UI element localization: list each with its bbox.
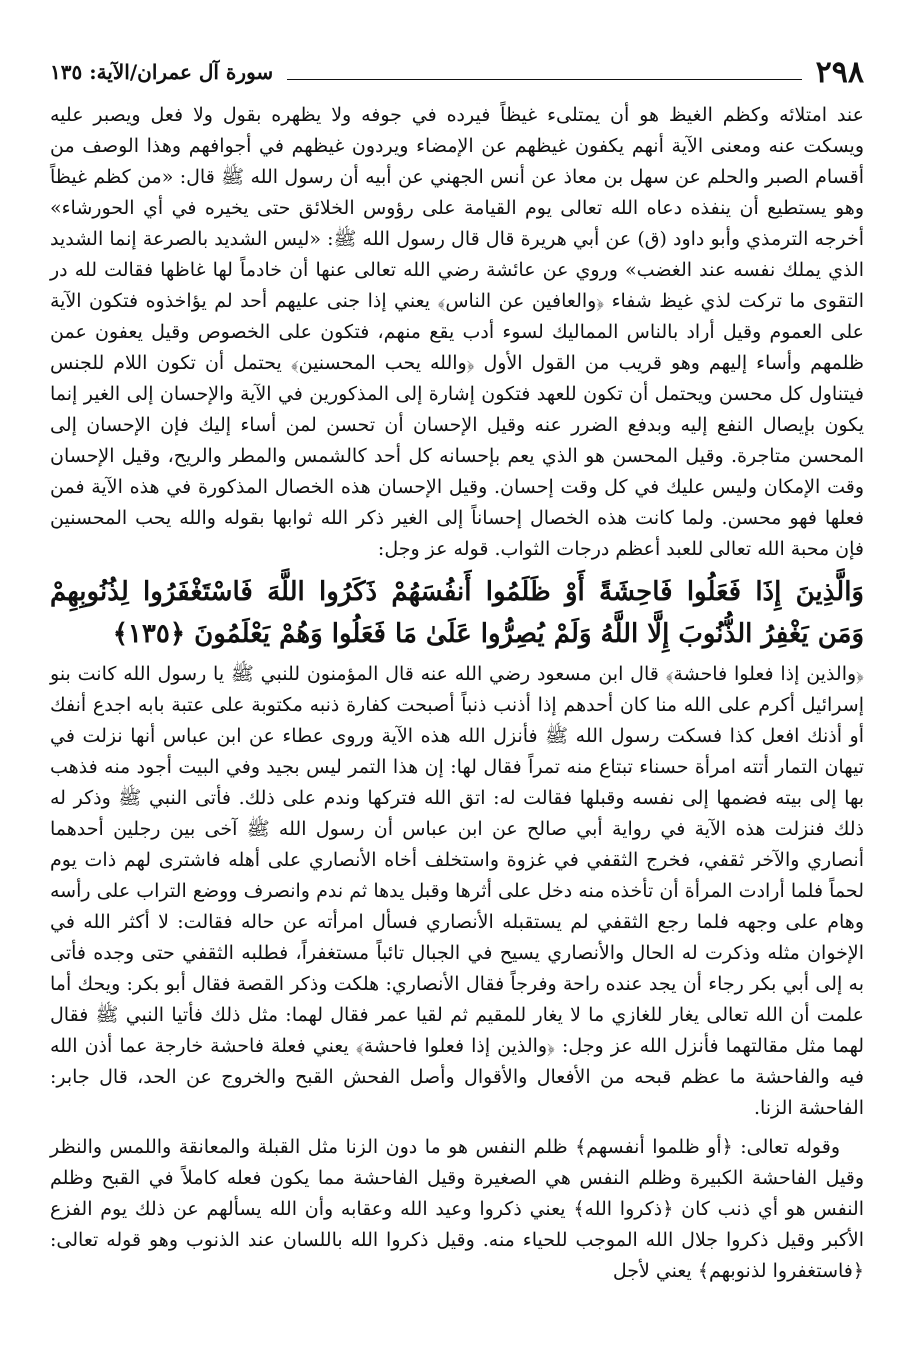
running-title: سورة آل عمران/الآية: ١٣٥ [50, 60, 274, 84]
page-header [50, 52, 864, 92]
header-divider [287, 79, 802, 80]
page-body [50, 100, 864, 1287]
page-number: ٢٩٨ [815, 54, 864, 90]
quran-verse: وَالَّذِينَ إِذَا فَعَلُوا فَاحِشَةً أَوْ ظَلَمُوا أَنفُسَهُمْ ذَكَرُوا اللَّهَ فَاسْتَغْفَرُوا لِذُنُوبِهِمْ وَمَن يَغْفِرُ الذُّنُوبَ إِلَّا اللَّهُ وَلَمْ يُصِرُّوا عَلَىٰ مَا فَعَلُوا وَهُمْ يَعْلَمُونَ ﴿١٣٥﴾ [50, 577, 864, 649]
commentary-paragraph-3: وقوله تعالى: ﴿أو ظلموا أنفسهم﴾ ظلم النفس هو ما دون الزنا مثل القبلة والمعانقة واللمس والنظر وقيل الفاحشة الكبيرة وظلم النفس هي الصغيرة وقيل الفاحشة مما يكون فعله كاملاً في القبح وظلم النفس هو أي ذنب كان ﴿ذكروا الله﴾ يعني ذكروا وعيد الله وعقابه وأن الله يسألهم عن ذلك يوم الفزع الأكبر وقيل ذكروا جلال الله الموجب للحياء منه. وقيل ذكروا الله باللسان عند الذنوب وهو قوله تعالى: ﴿فاستغفروا لذنوبهم﴾ يعني لأجل [50, 1136, 864, 1282]
commentary-paragraph-2: ﴿والذين إذا فعلوا فاحشة﴾ قال ابن مسعود رضي الله عنه قال المؤمنون للنبي ﷺ يا رسول الله كانت بنو إسرائيل أكرم على الله منا كان أحدهم إذا أذنب ذنباً أصبحت كفارة ذنبه مكتوبة على عتبة بابه اجدع أنفك أو أذنك افعل كذا فسكت رسول الله ﷺ فأنزل الله هذه الآية وروى عطاء عن ابن عباس أنها نزلت في تيهان التمار أتته امرأة حسناء تبتاع منه تمراً فقال لها: إن هذا التمر ليس بجيد وفي البيت أجود منه فذهب بها إلى بيته فضمها إلى نفسه وقبلها فقالت له: اتق الله فتركها وندم على ذلك. فأتى النبي ﷺ وذكر له ذلك فنزلت هذه الآية في رواية أبي صالح عن ابن عباس أن رسول الله ﷺ آخى بين رجلين أحدهما أنصاري والآخر ثقفي، فخرج الثقفي في غزوة واستخلف أخاه الأنصاري على أهله فاشترى لهم ذات يوم لحماً فلما أرادت المرأة أن تأخذه منه دخل على أثرها وقبل يدها ثم ندم وانصرف ووضع التراب على رأسه وهام على وجهه فلما رجع الثقفي لم يستقبله الأنصاري فسأل امرأته عن حاله فقالت: لا أكثر الله في الإخوان مثله وذكرت له الحال والأنصاري يسيح في الجبال تائباً مستغفراً، فطلبه الثقفي حتى وجده فأتى به إلى أبي بكر رجاء أن يجد عنده راحة وفرجاً فقال الأنصاري: هلكت وذكر القصة فقال أبو بكر: ويحك أما علمت أن الله تعالى يغار للغازي ما لا يغار للمقيم ثم لقيا عمر فقال لهما: مثل ذلك فأتيا النبي ﷺ فقال لهما مثل مقالتهما فأنزل الله عز وجل: ﴿والذين إذا فعلوا فاحشة﴾ يعني فعلة فاحشة خارجة عما أذن الله فيه والفاحشة ما عظم قبحه من الأفعال والأقوال وأصل الفحش القبح والخروج عن الحد، قال جابر: الفاحشة الزنا. [50, 663, 864, 1119]
commentary-paragraph-1: عند امتلائه وكظم الغيظ هو أن يمتلىء غيظاً فيرده في جوفه ولا يظهره بقول ولا فعل ويصبر عليه ويسكت عنه ومعنى الآية أنهم يكفون غيظهم عن الإمضاء ويردون غيظهم في أجوافهم وهذا الوصف من أقسام الصبر والحلم عن سهل بن معاذ عن أنس الجهني عن أبيه أن رسول الله ﷺ قال: «من كظم غيظاً وهو يستطيع أن ينفذه دعاه الله تعالى يوم القيامة على رؤوس الخلائق حتى يخيره في أي الحورشاء» أخرجه الترمذي وأبو داود (ق) عن أبي هريرة قال قال رسول الله ﷺ: «ليس الشديد بالصرعة إنما الشديد الذي يملك نفسه عند الغضب» وروي عن عائشة رضي الله تعالى عنها أن خادماً لها غاظها فقالت لله در التقوى ما تركت لذي غيظ شفاء ﴿والعافين عن الناس﴾ يعني إذا جنى عليهم أحد لم يؤاخذوه فتكون الآية على العموم وقيل أراد بالناس المماليك لسوء أدب يقع منهم، فتكون على الخصوص وقيل يعفون عمن ظلمهم وأساء إليهم وهو قريب من القول الأول ﴿والله يحب المحسنين﴾ يحتمل أن تكون اللام للجنس فيتناول كل محسن ويحتمل أن تكون للعهد فتكون إشارة إلى المذكورين في الآية والإحسان إلى الغير إنما يكون بإيصال النفع إليه وبدفع الضرر عنه وقيل الإحسان أن تحسن لمن أساء إليك فإن الإحسان إلى المحسن متاجرة. وقيل المحسن هو الذي يعم بإحسانه كل أحد كالشمس والمطر والريح، وقيل الإحسان وقت الإمكان وليس عليك في كل وقت إحسان. وقيل الإحسان هذه الخصال المذكورة في هذه الآية فمن فعلها فهو محسن. ولما كانت هذه الخصال إحساناً إلى الغير ذكر الله ثوابها بقوله والله يحب المحسنين فإن محبة الله تعالى للعبد أعظم درجات الثواب. قوله عز وجل: [50, 104, 864, 560]
